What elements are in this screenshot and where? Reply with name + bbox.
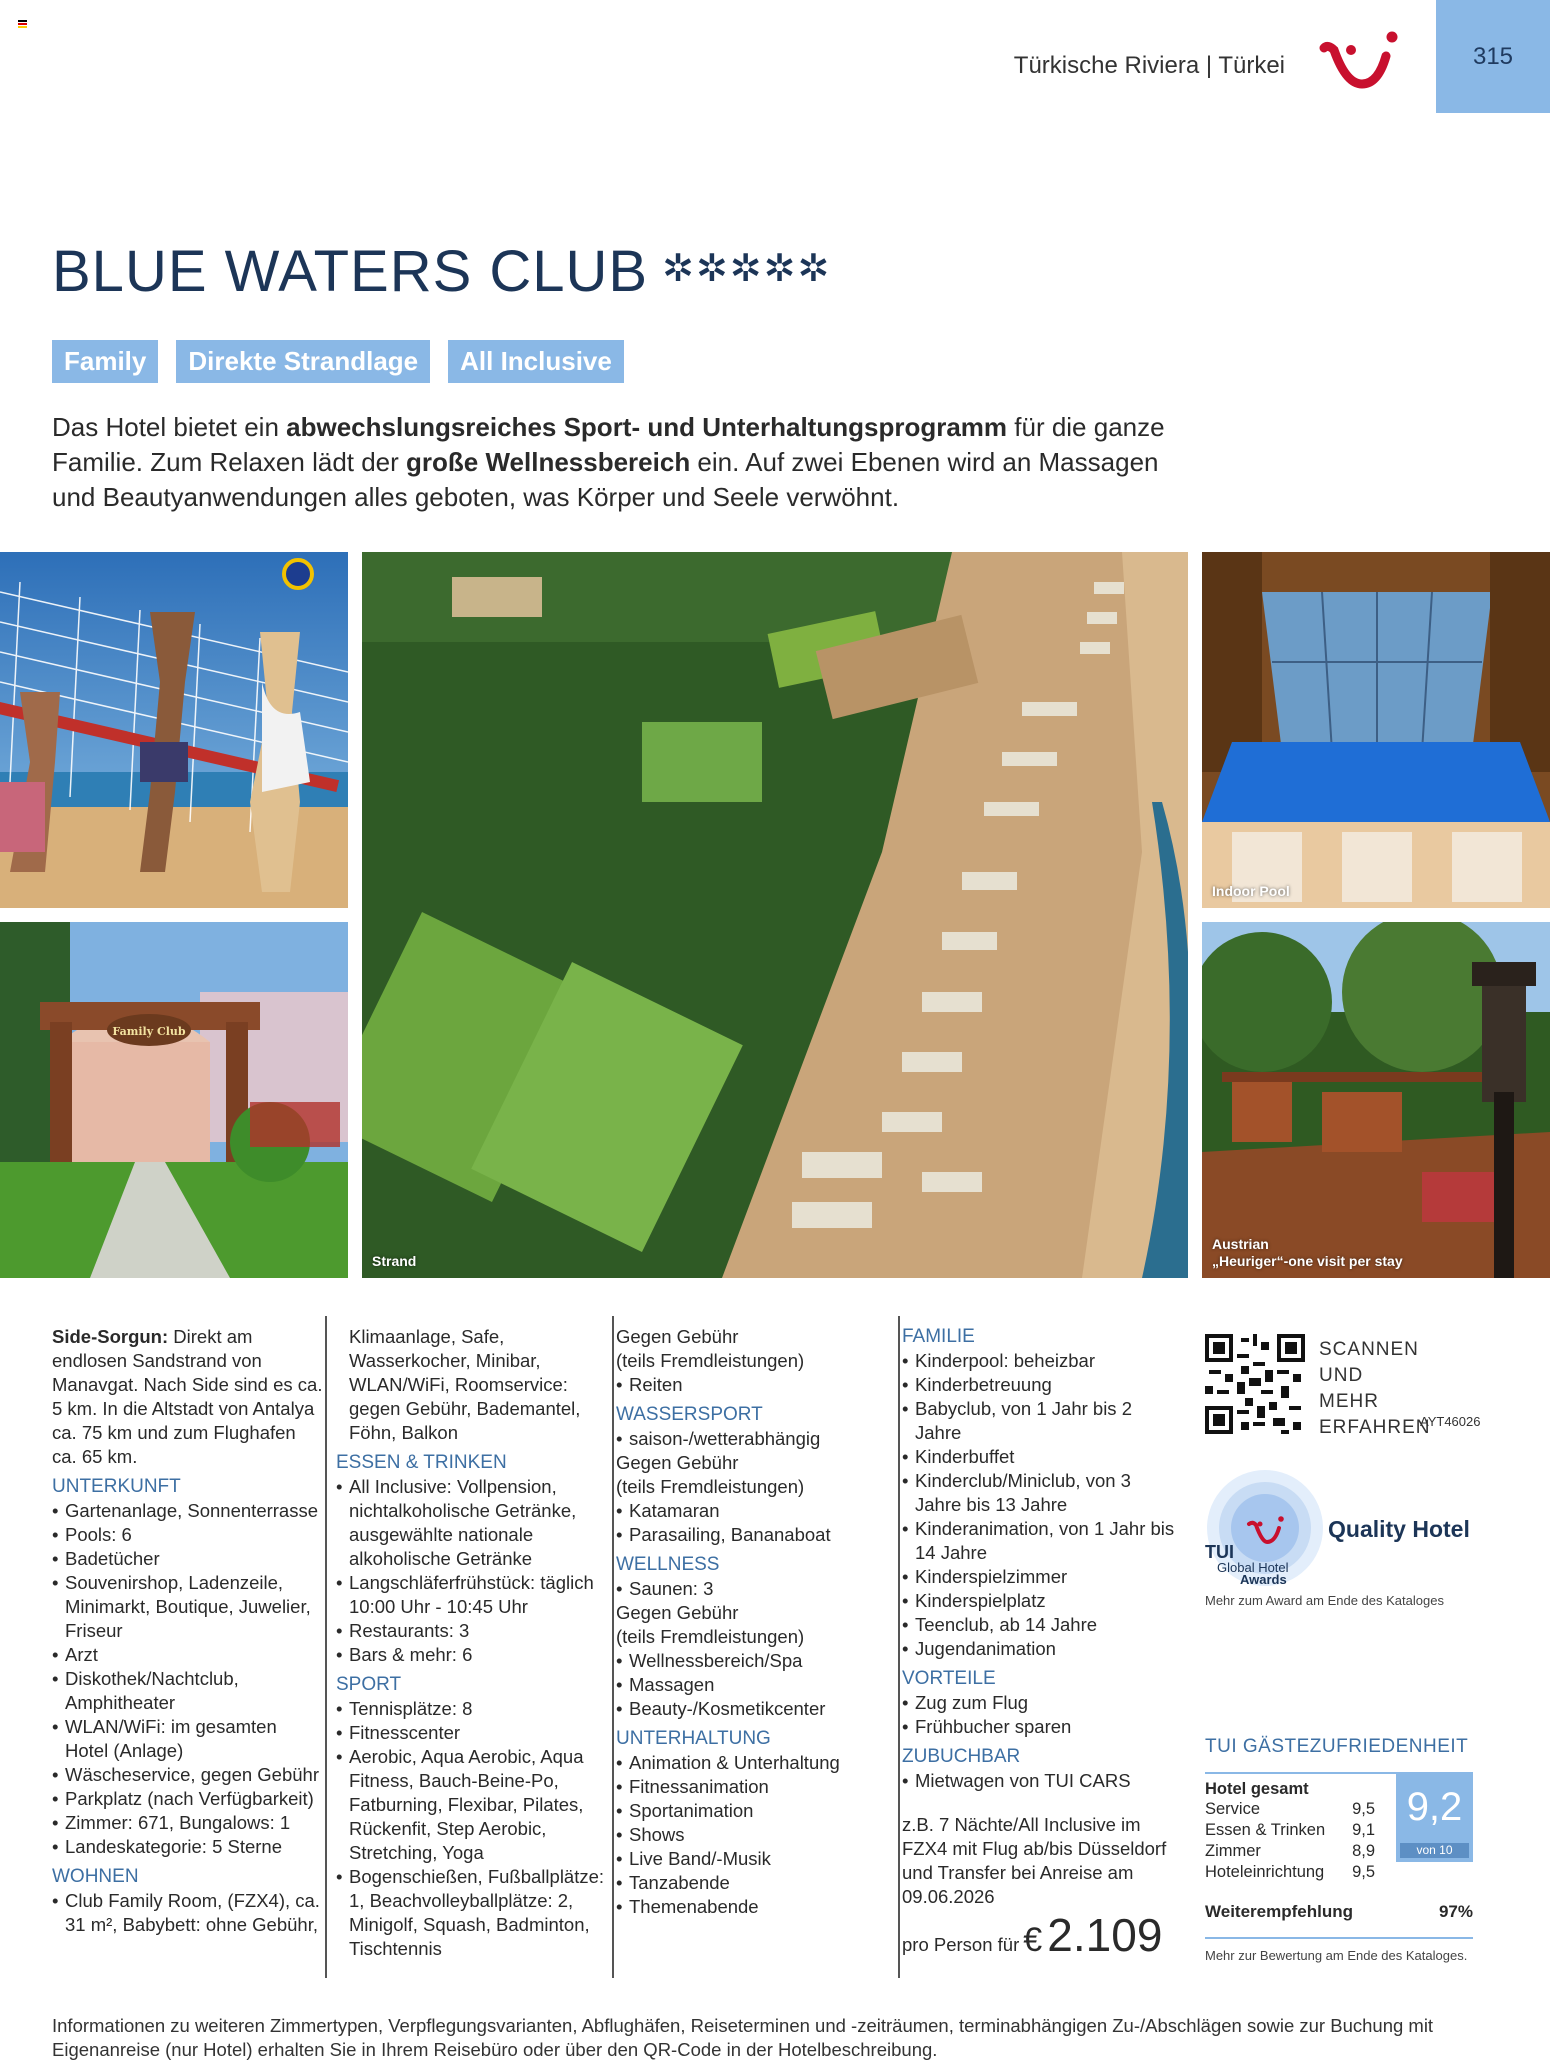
list-item: • Massagen [616,1673,886,1697]
intro-text: Das Hotel bietet ein abwechslungsreiches Sport- und Unterhaltungsprogramm für die ganze Familie. Zum Relaxen lädt der große Wellnessbereich ein. Auf zwei Ebenen wird an Massagen und Beautyanwendungen alles geboten, was Körper und Seele verwöhnt. [52,412,1165,512]
page-number: 315 [1436,0,1550,113]
list-item: • All Inclusive: Vollpension, nichtalkoholische Getränke, ausgewählte nationale alkoholische Getränke [336,1475,606,1571]
column-divider [325,1316,327,1978]
column-location-accommodation [52,1325,324,1937]
hotel-title [52,238,831,305]
list-item: • Tanzabende [616,1871,886,1895]
photo-family-club [0,922,348,1278]
list-item: • Zug zum Flug [902,1691,1182,1715]
list-item: • Zimmer: 671, Bungalows: 1 [52,1811,324,1835]
fee-note: (teils Fremdleistungen) [616,1476,805,1497]
tui-award-badge-icon [1205,1470,1325,1590]
room-features-text: Klimaanlage, Safe, Wasserkocher, Minibar, WLAN/WiFi, Roomservice: gegen Gebühr, Bademantel, Föhn, Balkon [349,1326,581,1443]
list-item: • Arzt [52,1643,324,1667]
section-title-zubuchbar: ZUBUCHBAR [902,1746,1021,1767]
tag-beachfront: Direkte Strandlage [176,340,430,383]
rating-overall-label: Hotel gesamt [1205,1780,1309,1798]
list-item: • WLAN/WiFi: im gesamten Hotel (Anlage) [52,1715,324,1763]
fee-note: Gegen Gebühr [616,1602,739,1623]
list-item: • Shows [616,1823,886,1847]
list-item: • Jugendanimation [902,1637,1182,1661]
svg-text:TUI: TUI [1205,1542,1234,1562]
list-item: • Gartenanlage, Sonnenterrasse [52,1499,324,1523]
price-currency: € [1023,1921,1043,1959]
list-item: • Teenclub, ab 14 Jahre [902,1613,1182,1637]
offer-text: z.B. 7 Nächte/All Inclusive im FZX4 mit Flug ab/bis Düsseldorf und Transfer bei Anreise am 09.06.2026 [902,1814,1167,1907]
list-item: • Saunen: 3 [616,1577,886,1601]
photo-restaurant [1202,922,1550,1278]
column-divider [898,1316,900,1978]
footer-note: Informationen zu weiteren Zimmertypen, Verpflegungsvarianten, Abflughäfen, Reiseterminen und -zeiträumen, terminabhängigen Zu-/Abschlägen sowie zur Buchung mit Eigenanreise (nur Hotel) erhalten Sie in Ihrem Reisebüro oder über den QR-Code in der Hotelbeschreibung. [52,2015,1434,2060]
section-title-wellness: WELLNESS [616,1554,720,1575]
section-title-essen: ESSEN & TRINKEN [336,1452,507,1473]
rating-row: Zimmer 8,9 [1205,1842,1375,1860]
section-title-sport: SPORT [336,1674,402,1695]
list-item: • Parkplatz (nach Verfügbarkeit) [52,1787,324,1811]
list-item: • Kinderbetreuung [902,1373,1182,1397]
list-item: • Bars & mehr: 6 [336,1643,606,1667]
overall-score-badge [1396,1774,1473,1862]
section-title-vorteile: VORTEILE [902,1668,996,1689]
list-item: • Pools: 6 [52,1523,324,1547]
qr-code-icon[interactable] [1205,1334,1305,1434]
photo-beach-volleyball [0,552,348,908]
list-item: • Beauty-/Kosmetikcenter [616,1697,886,1721]
hotel-tags [52,340,624,383]
list-item: • Wäscheservice, gegen Gebühr [52,1763,324,1787]
list-item: • Tennisplätze: 8 [336,1697,606,1721]
recommend-label: Weiterempfehlung [1205,1902,1353,1921]
rating-panel [1205,1772,1473,1883]
price-prefix: pro Person für [902,1934,1020,1955]
list-item: • Wellnessbereich/Spa [616,1649,886,1673]
star-rating: ✲✲✲✲✲ [662,248,832,290]
recommendation-row [1205,1902,1473,1922]
section-title-familie: FAMILIE [902,1326,975,1347]
list-item: • Sportanimation [616,1799,886,1823]
rating-title: TUI GÄSTEZUFRIEDENHEIT [1205,1736,1469,1757]
fee-note: Gegen Gebühr [616,1452,739,1473]
rating-row: Service 9,5 [1205,1800,1375,1818]
svg-text:Global Hotel: Global Hotel [1217,1560,1289,1575]
section-title-wassersport: WASSERSPORT [616,1404,763,1425]
list-item: • Souvenirshop, Ladenzeile, Minimarkt, Boutique, Juwelier, Friseur [52,1571,324,1643]
overall-score: 9,2 [1406,1785,1463,1829]
list-item: • Babyclub, von 1 Jahr bis 2 Jahre [902,1397,1182,1445]
fee-note: (teils Fremdleistungen) [616,1626,805,1647]
photo-caption-restaurant: Austrian „Heuriger“-one visit per stay [1212,1236,1403,1269]
list-item: • Parasailing, Bananaboat [616,1523,886,1547]
list-item: • Kinderbuffet [902,1445,1182,1469]
list-item: • Kinderclub/Miniclub, von 3 Jahre bis 13 Jahre [902,1469,1182,1517]
column-food-sport [336,1325,606,1961]
list-item: • Kinderspielzimmer [902,1565,1182,1589]
rating-row: Essen & Trinken 9,1 [1205,1821,1375,1839]
list-item: • Kinderpool: beheizbar [902,1349,1182,1373]
section-title-unterhaltung: UNTERHALTUNG [616,1728,771,1749]
fee-note: (teils Fremdleistungen) [616,1350,805,1371]
list-item: • Frühbucher sparen [902,1715,1182,1739]
language-flag-icon [18,20,27,28]
photo-beach-aerial [362,552,1188,1278]
photo-caption-beach: Strand [372,1253,417,1269]
rating-row: Hoteleinrichtung 9,5 [1205,1863,1375,1881]
svg-text:Awards: Awards [1240,1572,1287,1587]
award-title: Quality Hotel [1328,1516,1470,1542]
list-item: • Animation & Unterhaltung [616,1751,886,1775]
qr-code-id: AYT46026 [1420,1414,1481,1429]
list-item: • Club Family Room, (FZX4), ca. 31 m², Babybett: ohne Gebühr, [52,1889,324,1937]
family-club-sign: Family Club [112,1025,186,1038]
list-item: • Fitnesscenter [336,1721,606,1745]
list-item: • Mietwagen von TUI CARS [902,1769,1182,1793]
location-text: Side-Sorgun: Direkt am endlosen Sandstrand von Manavgat. Nach Side sind es ca. 5 km. In die Altstadt von Antalya ca. 75 km und zum Flughafen ca. 65 km. [52,1326,323,1467]
fee-note: Gegen Gebühr [616,1326,739,1347]
qr-label: SCANNEN UND MEHR ERFAHREN [1319,1339,1431,1438]
list-item: • Aerobic, Aqua Aerobic, Aqua Fitness, Bauch-Beine-Po, Fatburning, Flexibar, Pilates, Rückenfit, Step Aerobic, Stretching, Yoga [336,1745,606,1865]
tui-logo-icon [1318,26,1404,94]
destination-breadcrumb: Türkische Riviera | Türkei [1013,52,1285,79]
column-divider [612,1316,614,1978]
list-item: • Katamaran [616,1499,886,1523]
column-watersport-wellness [616,1325,886,1919]
list-item: • Langschläferfrühstück: täglich 10:00 Uhr - 10:45 Uhr [336,1571,606,1619]
list-item: • Diskothek/Nachtclub, Amphitheater [52,1667,324,1715]
score-scale: von 10 [1400,1843,1469,1858]
tag-family: Family [52,340,158,383]
hotel-name: BLUE WATERS CLUB [52,239,649,304]
price-value: 2.109 [1047,1909,1163,1961]
list-item: • Fitnessanimation [616,1775,886,1799]
photo-caption-pool: Indoor Pool [1212,883,1290,899]
list-item: • Restaurants: 3 [336,1619,606,1643]
list-item: • Badetücher [52,1547,324,1571]
recommend-value: 97% [1438,1902,1473,1921]
price [902,1909,1182,1961]
list-item: • Kinderspielplatz [902,1589,1182,1613]
list-item: • Themenabende [616,1895,886,1919]
award-note: Mehr zum Award am Ende des Kataloges [1205,1593,1444,1608]
column-family-price [902,1325,1182,1961]
photo-indoor-pool [1202,552,1550,908]
section-title-unterkunft: UNTERKUNFT [52,1476,181,1497]
section-title-wohnen: WOHNEN [52,1866,139,1887]
list-item: • Live Band/-Musik [616,1847,886,1871]
list-item: • saison-/wetterabhängig [616,1427,886,1451]
list-item: • Kinderanimation, von 1 Jahr bis 14 Jahre [902,1517,1182,1565]
tag-all-inclusive: All Inclusive [448,340,624,383]
rating-note: Mehr zur Bewertung am Ende des Kataloges. [1205,1937,1473,1963]
list-item: • Bogenschießen, Fußballplätze: 1, Beachvolleyballplätze: 2, Minigolf, Squash, Badminton, Tischtennis [336,1865,606,1961]
list-item: • Landeskategorie: 5 Sterne [52,1835,324,1859]
list-item: • Reiten [616,1373,886,1397]
